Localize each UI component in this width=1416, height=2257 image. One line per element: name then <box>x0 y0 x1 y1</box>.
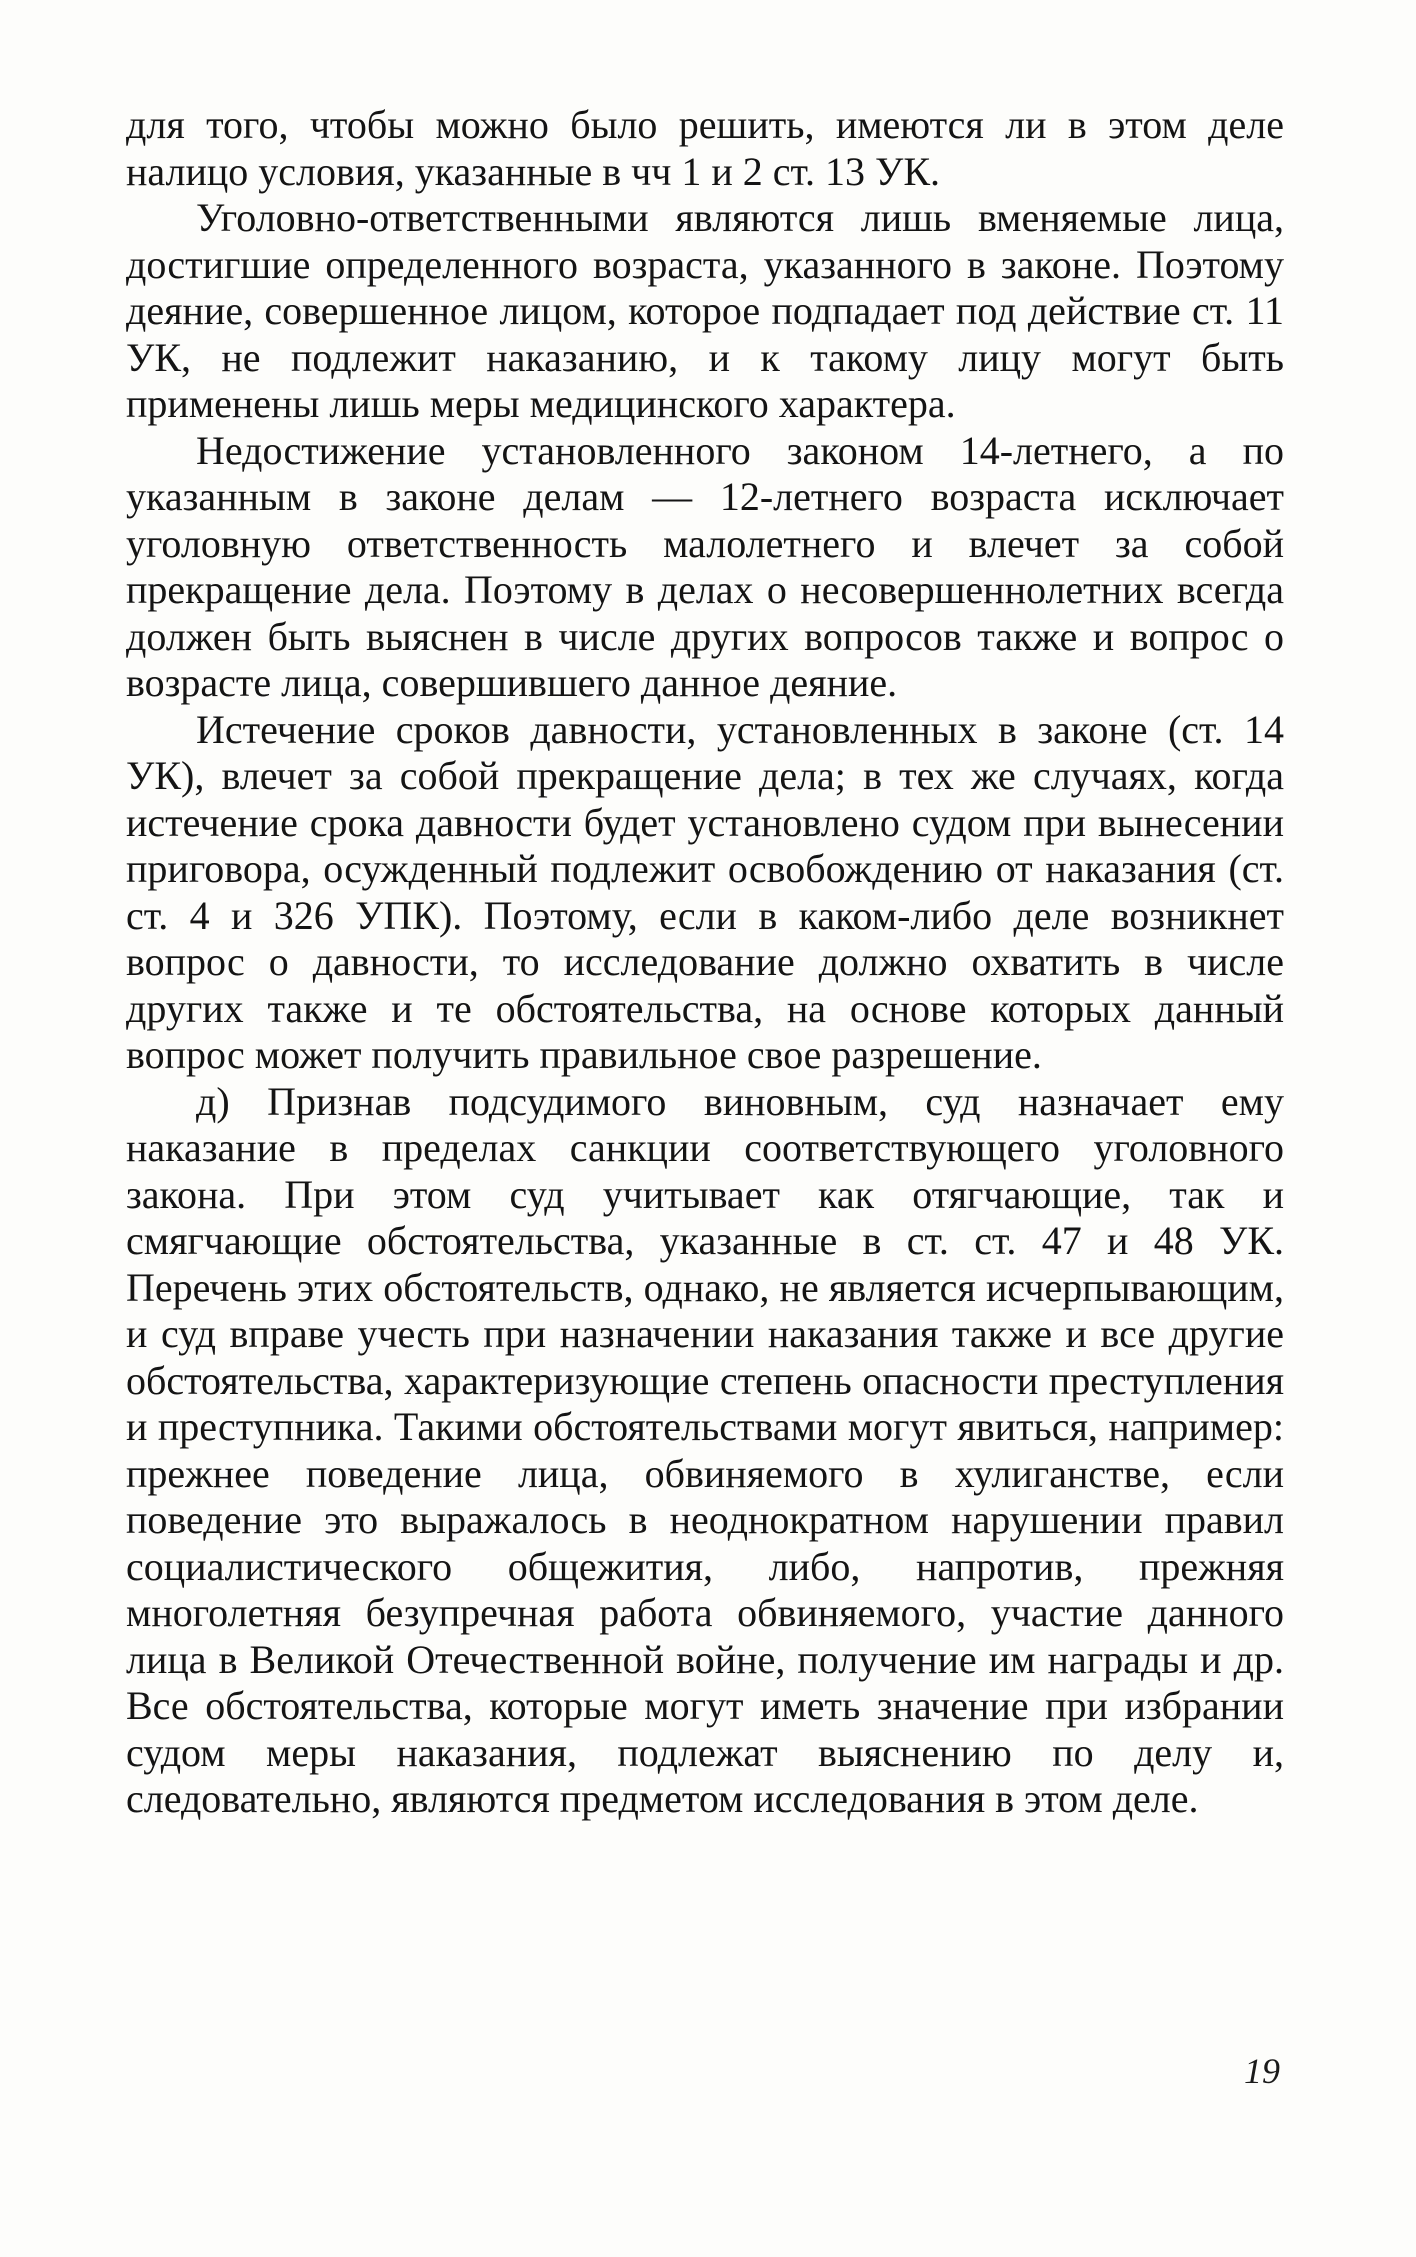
paragraph-sentencing: д) Признав подсудимого виновным, суд назначает ему наказание в пределах санкции соответствующего уголовного закона. При этом суд учитывает как отягчающие, так и смягчающие обстоятельства, указанные в ст. ст. 47 и 48 УК. Перечень этих обстоятельств, однако, не является исчерпывающим, и суд вправе учесть при назначении наказания также и все другие обстоятельства, характеризующие степень опасности преступления и преступника. Такими обстоятельствами могут явиться, например: прежнее поведение лица, обвиняемого в хулиганстве, если поведение это выражалось в неоднократном нарушении правил социалистического общежития, либо, напротив, прежняя многолетняя безупречная работа обвиняемого, участие данного лица в Великой Отечественной войне, получение им награды и др. Все обстоятельства, которые могут иметь значение при избрании судом меры наказания, подлежат выяснению по делу и, следовательно, являются предметом исследования в этом деле. <box>126 1078 1284 1821</box>
paragraph-age-of-responsibility: Недостижение установленного законом 14-летнего, а по указанным в законе делам — 12-летнего возраста исключает уголовную ответственность малолетнего и влечет за собой прекращение дела. Поэтому в делах о несовершеннолетних всегда должен быть выяснен в числе других вопросов также и вопрос о возрасте лица, совершившего данное деяние. <box>126 427 1284 705</box>
page-number: 19 <box>1244 2051 1280 2091</box>
paragraph-criminal-responsibility: Уголовно-ответственными являются лишь вменяемые лица, достигшие определенного возраста, указанного в законе. Поэтому деяние, совершенное лицом, которое подпадает под действие ст. 11 УК, не подлежит наказанию, и к такому лицу могут быть применены лишь меры медицинского характера. <box>126 195 1284 426</box>
paragraph-continuation: для того, чтобы можно было решить, имеются ли в этом деле налицо условия, указанные в чч 1 и 2 ст. 13 УК. <box>126 102 1284 194</box>
paragraph-statute-of-limitations: Истечение сроков давности, установленных в законе (ст. 14 УК), влечет за собой прекращение дела; в тех же случаях, когда истечение срока давности будет установлено судом при вынесении приговора, осужденный подлежит освобождению от наказания (ст. ст. 4 и 326 УПК). Поэтому, если в каком-либо деле возникнет вопрос о давности, то исследование должно охватить в числе других также и те обстоятельства, на основе которых данный вопрос может получить правильное свое разрешение. <box>126 706 1284 1077</box>
body-text <box>126 102 1284 1823</box>
